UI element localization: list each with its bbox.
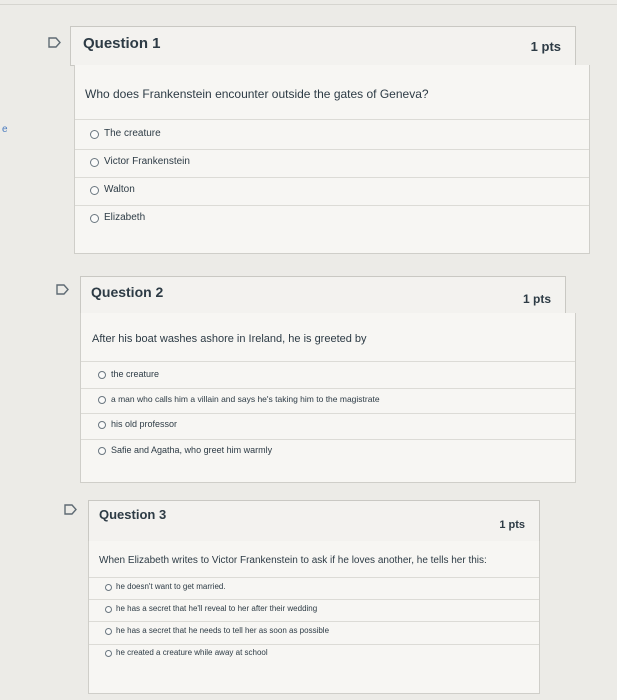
radio-button[interactable] [105,584,112,591]
answer-option[interactable] [75,149,589,177]
answer-label: Walton [104,184,135,195]
answer-label: he created a creature while away at school [116,648,268,657]
answer-option[interactable] [89,621,539,643]
question-text: Who does Frankenstein encounter outside the gates of Geneva? [85,87,429,101]
radio-button[interactable] [90,186,99,195]
question-3 [64,500,540,695]
question-points: 1 pts [499,519,525,531]
flag-question-icon[interactable] [56,284,69,295]
question-body [88,541,540,694]
answer-label: his old professor [111,419,178,429]
radio-button[interactable] [90,130,99,139]
answer-label: he has a secret that he'll reveal to her after their wedding [116,604,318,613]
answer-label: Victor Frankenstein [104,156,190,167]
answer-label: Safie and Agatha, who greet him warmly [111,445,273,455]
answer-option[interactable] [75,119,589,147]
flag-question-icon[interactable] [48,37,61,48]
radio-button[interactable] [98,371,106,379]
answer-label: The creature [104,128,161,139]
radio-button[interactable] [105,606,112,613]
question-text: When Elizabeth writes to Victor Frankenstein to ask if he loves another, he tells her this: [99,555,487,566]
question-title: Question 3 [99,507,167,522]
radio-button[interactable] [90,158,99,167]
question-1 [48,26,576,254]
question-title: Question 1 [83,35,161,52]
question-body [80,313,576,483]
question-2 [56,276,566,486]
flag-question-icon[interactable] [64,504,77,515]
radio-button[interactable] [98,421,106,429]
answer-label: the creature [111,369,160,379]
question-points: 1 pts [530,39,561,54]
answer-label: Elizabeth [104,212,146,223]
answer-option[interactable] [75,177,589,205]
answer-option[interactable] [89,644,539,666]
edge-text-fragment: e [2,124,8,135]
page-top-divider [0,4,617,5]
answer-option[interactable] [81,361,575,387]
question-header [88,500,540,542]
question-header [80,276,566,314]
answer-option[interactable] [75,205,589,233]
answer-option[interactable] [81,439,575,465]
question-title: Question 2 [91,284,164,300]
radio-button[interactable] [90,214,99,223]
radio-button[interactable] [105,628,112,635]
question-body [74,65,590,254]
answer-label: he doesn't want to get married. [116,582,226,591]
answer-label: he has a secret that he needs to tell her as soon as possible [116,626,330,635]
question-header [70,26,576,66]
answer-option[interactable] [89,599,539,621]
radio-button[interactable] [98,396,106,404]
answer-option[interactable] [81,388,575,414]
question-points: 1 pts [522,292,551,306]
radio-button[interactable] [105,650,112,657]
answer-option[interactable] [89,577,539,599]
radio-button[interactable] [98,447,106,455]
question-text: After his boat washes ashore in Ireland, he is greeted by [92,333,367,345]
answer-option[interactable] [81,413,575,439]
answer-label: a man who calls him a villain and says he's taking him to the magistrate [111,394,380,404]
